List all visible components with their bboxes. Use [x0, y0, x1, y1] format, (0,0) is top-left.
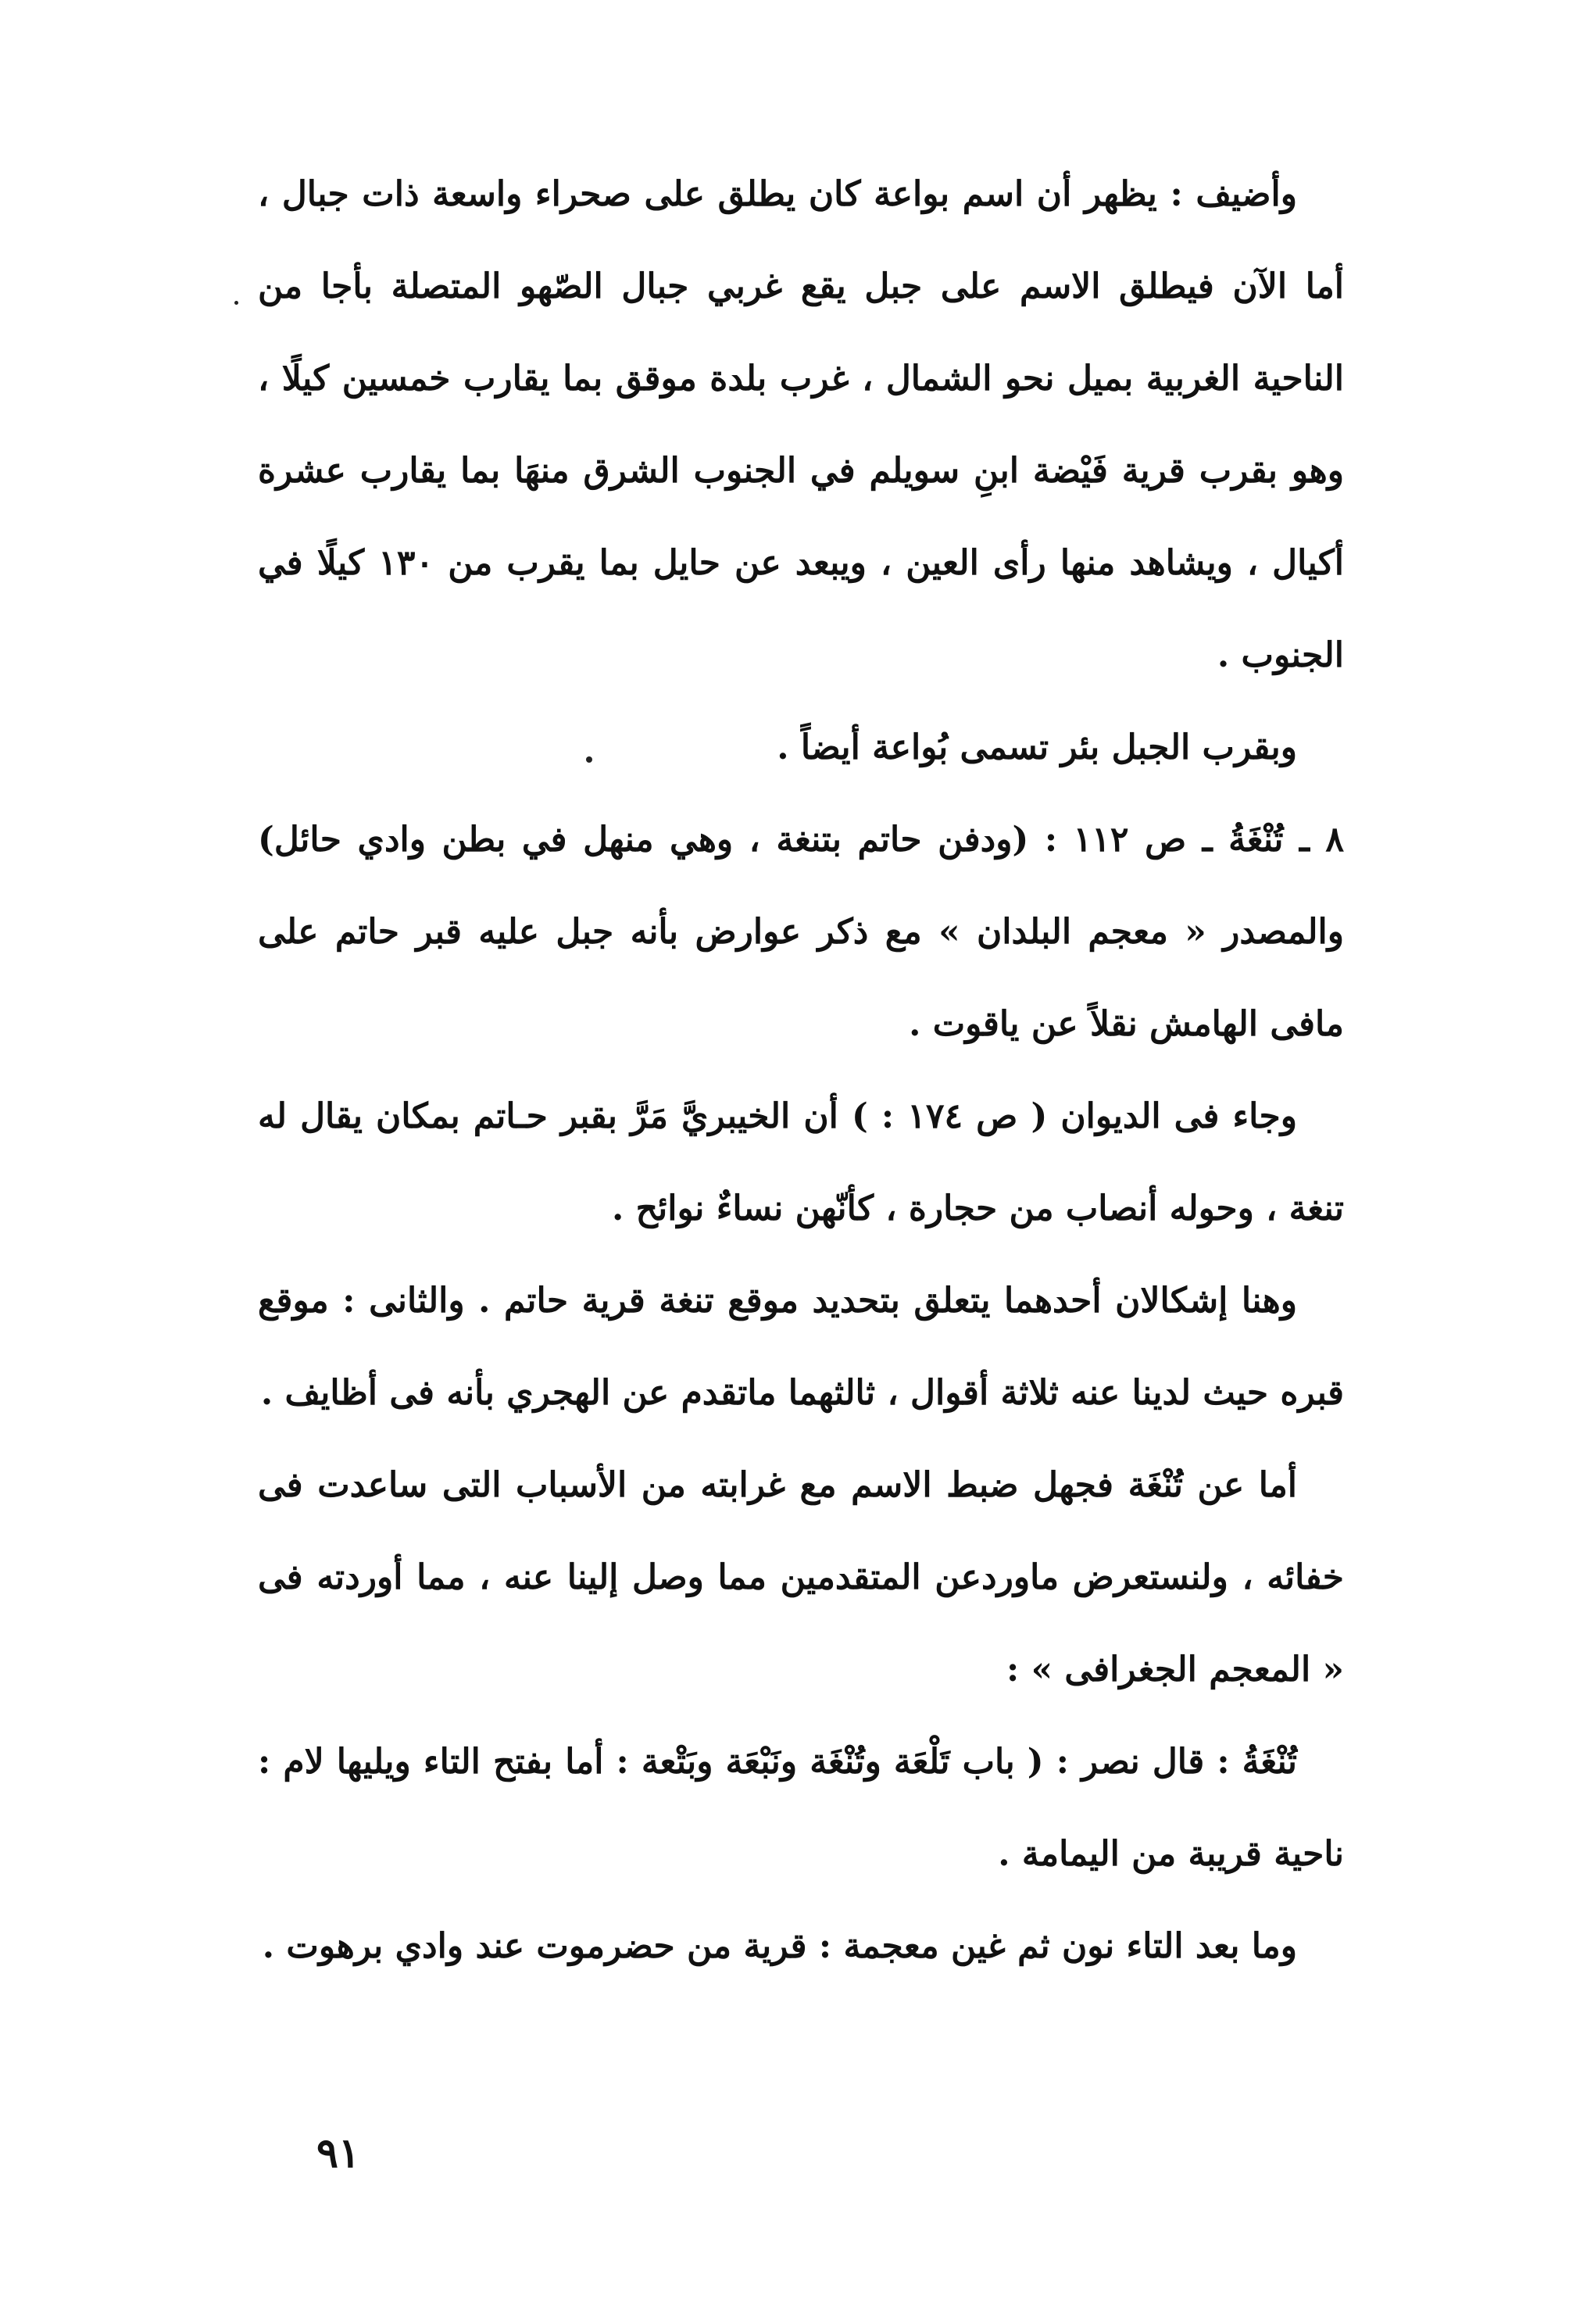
paragraph-buwaah-well: وبقرب الجبل بئر تسمى بُواعة أيضاً . [777, 728, 1297, 767]
paragraph-hadramawt: وما بعد التاء نون ثم غين معجمة : قرية من حضرموت عند وادي برهوت . [262, 1926, 1297, 1966]
paragraph-tunghah-entry: ٨ ـ تُنْغَةُ ـ ص ١١٢ : (ودفن حاتم بتنغة ، وهي منهل في بطن وادي حائل) والمصدر « معجم البلدان » مع ذكر عوارض بأنه جبل عليه قبر حاتم على مافى الهامش نقلاً عن ياقوت . [258, 820, 1344, 1044]
paragraph-name-spelling: أما عن تُنْغَة فجهل ضبط الاسم مع غرابته من الأسباب التى ساعدت فى خفائه ، ولنستعرض ماوردعن المتقدمين مما وصل إلينا عنه ، مما أوردته فى « المعجم الجغرافى » : [258, 1465, 1344, 1689]
page-number: ٩١ [316, 2129, 360, 2177]
body-text [258, 148, 1344, 1993]
paragraph-nasr-quote: تُنْغَةُ : قال نصر : ( باب تَلْعَة وتُنْغَة ونَبْعَة وبَتْعة : أما بفتح التاء ويليها لام : ناحية قريبة من اليمامة . [258, 1742, 1344, 1874]
ink-speck [586, 756, 592, 763]
paragraph-two-problems: وهنا إشكالان أحدهما يتعلق بتحديد موقع تنغة قرية حاتم . والثانى : موقع قبره حيث لدينا عنه ثلاثة أقوال ، ثالثهما ماتقدم عن الهجري بأنه فى أظايف . [258, 1281, 1344, 1413]
ink-speck [234, 301, 238, 305]
paragraph-diwan-reference: وجاء فى الديوان ( ص ١٧٤ : ) أن الخيبريَّ مَرَّ بقبر حـاتم بمكان يقال له تنغة ، وحوله أنصاب من حجارة ، كأنّهن نساءٌ نوائح . [258, 1096, 1344, 1228]
paragraph-buwaah-description: وأضيف : يظهر أن اسم بواعة كان يطلق على صحراء واسعة ذات جبال ، أما الآن فيطلق الاسم على جبل يقع غربي جبال الصّهو المتصلة بأجا من الناحية الغربية بميل نحو الشمال ، غرب بلدة موقق بما يقارب خمسين كيلًا ، وهو بقرب قرية فَيْضة ابنِ سويلم في الجنوب الشرق منهَا بما يقارب عشرة أكيال ، ويشاهد منها رأى العين ، ويبعد عن حايل بما يقرب من ١٣٠ كيلًا في الجنوب . [258, 174, 1344, 675]
